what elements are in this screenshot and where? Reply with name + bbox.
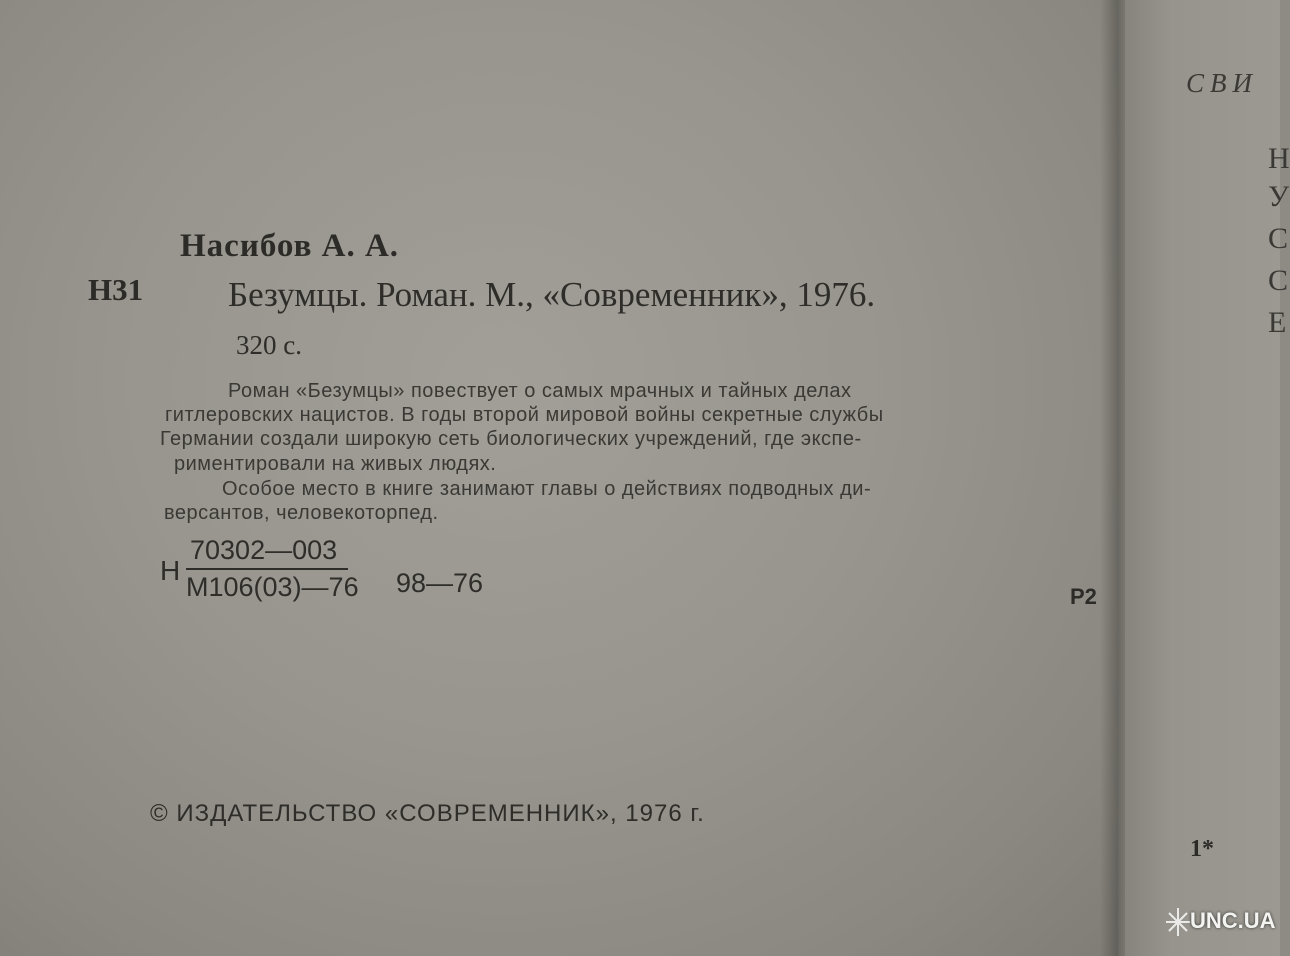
- author-name: Насибов А. А.: [180, 228, 400, 264]
- bbk-code: Р2: [1070, 584, 1097, 609]
- index-numerator: 70302—003: [190, 535, 338, 565]
- right-page-heading: СВИ: [1186, 68, 1258, 98]
- annotation-line: Роман «Безумцы» повествует о самых мрачных и тайных делах: [228, 380, 852, 402]
- watermark-text: UNC.UA: [1190, 908, 1276, 933]
- page-count: 320 с.: [236, 330, 302, 360]
- fraction-rule: [186, 568, 348, 570]
- annotation-line: Германии создали широкую сеть биологических учреждений, где экспе-: [160, 428, 862, 450]
- bibliographic-title: Безумцы. Роман. М., «Современник», 1976.: [228, 275, 876, 314]
- right-line-start: У: [1268, 180, 1290, 213]
- index-letter: Н: [160, 555, 181, 586]
- annotation-line: риментировали на живых людях.: [174, 453, 497, 475]
- annotation-line: гитлеровских нацистов. В годы второй мировой войны секретные службы: [165, 404, 884, 426]
- copyright-line: © ИЗДАТЕЛЬСТВО «СОВРЕМЕННИК», 1976 г.: [150, 800, 705, 827]
- annotation-line: Особое место в книге занимают главы о действиях подводных ди-: [222, 478, 872, 500]
- index-denominator: М106(03)—76: [186, 572, 359, 602]
- right-line-start: С: [1268, 222, 1289, 255]
- index-tail: 98—76: [396, 568, 484, 598]
- right-page: [1125, 0, 1280, 956]
- right-line-start: С: [1268, 264, 1289, 297]
- annotation-line: версантов, человекоторпед.: [164, 502, 439, 524]
- right-line-start: Е: [1268, 306, 1287, 339]
- classification-code: Н31: [88, 272, 144, 307]
- signature-mark: 1*: [1190, 836, 1214, 862]
- right-line-start: Н: [1268, 142, 1290, 175]
